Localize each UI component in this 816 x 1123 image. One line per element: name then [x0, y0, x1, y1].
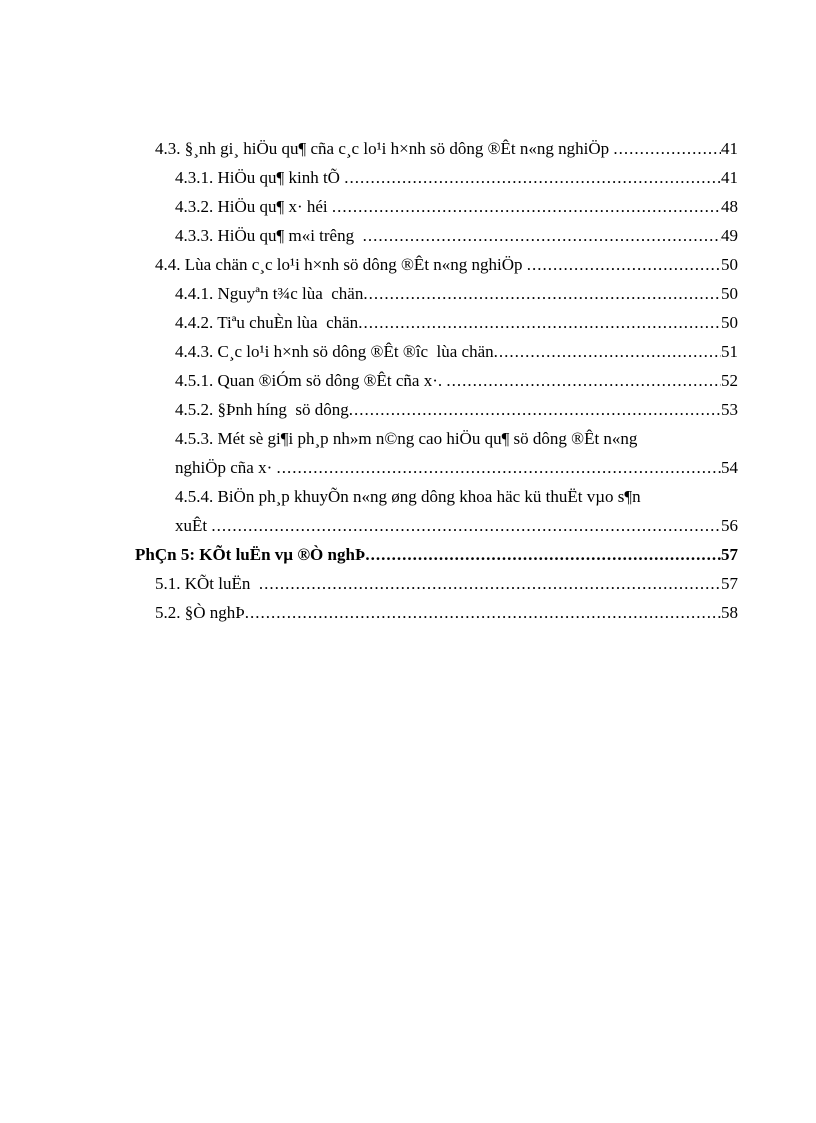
toc-entry[interactable] — [155, 134, 738, 163]
toc-entry-title: 4.4.1. Nguyªn t¾c lùa chän — [175, 284, 364, 303]
toc-entry[interactable] — [155, 598, 738, 627]
toc-entry[interactable] — [175, 395, 738, 424]
toc-entry[interactable] — [175, 163, 738, 192]
toc-entry[interactable] — [175, 424, 738, 482]
toc-entry[interactable] — [175, 221, 738, 250]
toc-leader — [494, 337, 721, 366]
toc-leader — [349, 395, 721, 424]
toc-page-number: 56 — [721, 516, 738, 535]
toc-page-number: 57 — [721, 574, 738, 593]
toc-entry-title: 4.4.2. Tiªu chuÈn lùa chän — [175, 313, 359, 332]
toc-entry-title: 4.4. Lùa chän c¸c lo¹i h×nh sö dông ®Êt n«ng nghiÖp — [155, 255, 527, 274]
toc-entry[interactable] — [155, 569, 738, 598]
toc-entry-title: 4.3.3. HiÖu qu¶ m«i trêng — [175, 226, 363, 245]
toc-entry[interactable] — [175, 192, 738, 221]
toc-page-number: 49 — [721, 226, 738, 245]
toc-page-number: 53 — [721, 400, 738, 419]
toc-page-number: 57 — [721, 545, 738, 564]
toc-leader — [245, 598, 721, 627]
toc-leader — [332, 192, 721, 221]
toc-entry-title: 4.3.2. HiÖu qu¶ x· héi — [175, 197, 332, 216]
toc-entry-title: 4.5.1. Quan ®iÓm sö dông ®Êt cña x·. — [175, 371, 447, 390]
toc-leader — [211, 511, 721, 540]
toc-page-number: 50 — [721, 255, 738, 274]
toc-leader — [344, 163, 721, 192]
toc-entry-title: nghiÖp cña x· — [175, 458, 277, 477]
toc-entry[interactable] — [175, 279, 738, 308]
toc-page-number: 41 — [721, 139, 738, 158]
toc-page-number: 48 — [721, 197, 738, 216]
toc-page-number: 41 — [721, 168, 738, 187]
toc-leader — [527, 250, 721, 279]
toc-entry-title: 4.5.2. §Þnh híng sö dông — [175, 400, 349, 419]
toc-entry-title-line1: 4.5.4. BiÖn ph¸p khuyÕn n«ng øng dông khoa häc kü thuËt vµo s¶n — [175, 487, 641, 506]
toc-page-number: 58 — [721, 603, 738, 622]
toc-entry-title-line1: 4.5.3. Mét sè gi¶i ph¸p nh»m n©ng cao hiÖu qu¶ sö dông ®Êt n«ng — [175, 429, 638, 448]
toc-entry-title: 5.2. §Ò nghÞ — [155, 603, 245, 622]
toc-entry-title: PhÇn 5: KÕt luËn vµ ®Ò nghÞ — [135, 545, 366, 564]
table-of-contents — [0, 134, 816, 627]
toc-entry-chapter[interactable] — [135, 540, 738, 569]
toc-page-number: 54 — [721, 458, 738, 477]
toc-leader — [277, 453, 721, 482]
toc-leader — [613, 134, 721, 163]
toc-entry[interactable] — [175, 337, 738, 366]
toc-page-number: 50 — [721, 313, 738, 332]
toc-leader — [259, 569, 721, 598]
toc-entry[interactable] — [175, 366, 738, 395]
toc-entry-title: xuÊt — [175, 516, 212, 535]
toc-entry[interactable] — [175, 308, 738, 337]
toc-leader — [363, 279, 721, 308]
toc-entry[interactable] — [175, 482, 738, 540]
toc-page-number: 51 — [721, 342, 738, 361]
toc-entry[interactable] — [155, 250, 738, 279]
toc-leader — [363, 221, 721, 250]
toc-leader — [446, 366, 721, 395]
toc-page-number: 52 — [721, 371, 738, 390]
toc-entry-title: 5.1. KÕt luËn — [155, 574, 259, 593]
toc-page-number: 50 — [721, 284, 738, 303]
toc-entry-title: 4.3. §¸nh gi¸ hiÖu qu¶ cña c¸c lo¹i h×nh sö dông ®Êt n«ng nghiÖp — [155, 139, 614, 158]
toc-entry-title: 4.3.1. HiÖu qu¶ kinh tÕ — [175, 168, 345, 187]
toc-leader — [365, 540, 721, 569]
toc-entry-title: 4.4.3. C¸c lo¹i h×nh sö dông ®Êt ®îc lùa chän — [175, 342, 494, 361]
toc-leader — [358, 308, 721, 337]
